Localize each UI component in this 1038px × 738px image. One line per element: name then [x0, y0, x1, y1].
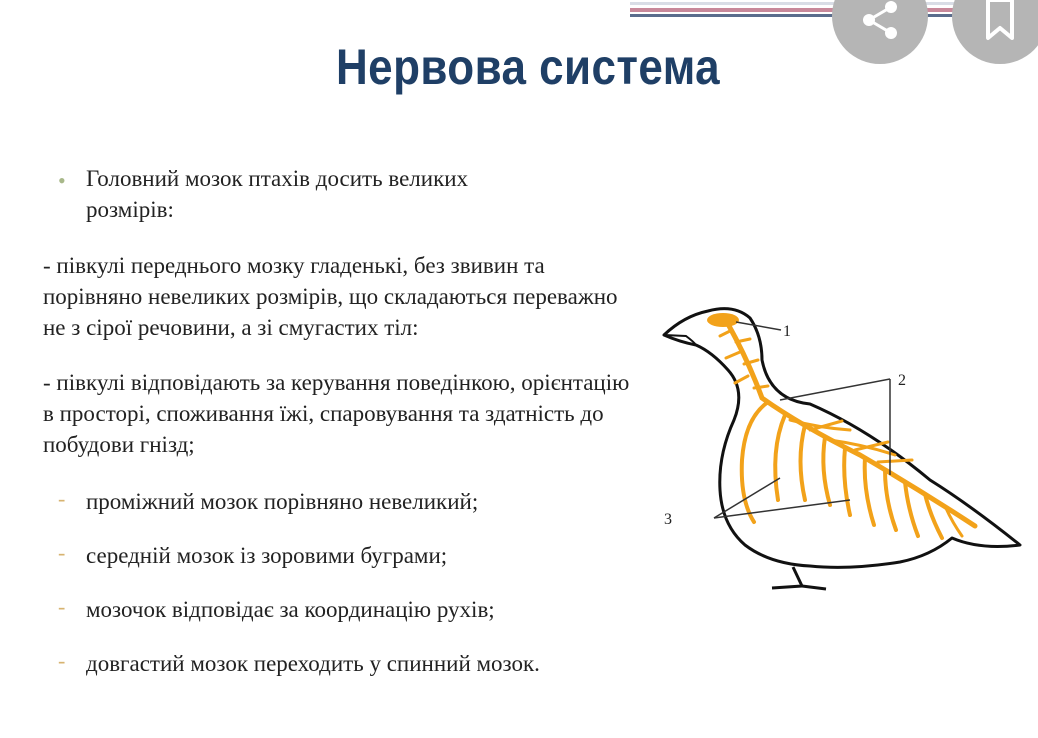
share-icon	[858, 0, 902, 42]
bullet-marker: •	[58, 168, 66, 193]
bird-nervous-system-diagram	[650, 290, 1030, 600]
sub-item-marker: -	[58, 486, 66, 511]
sub-item: довгастий мозок переходить у спинний мозок.	[86, 651, 540, 676]
diagram-label-2: 2	[898, 372, 906, 389]
sub-item-marker: -	[58, 648, 66, 673]
sub-item: мозочок відповідає за координацію рухів;	[86, 597, 495, 622]
diagram-label-1: 1	[783, 323, 791, 340]
bird-outline	[664, 309, 1020, 589]
sub-item: проміжний мозок порівняно невеликий;	[86, 489, 479, 514]
dash-item: - півкулі відповідають за керування поведінкою, орієнтацію в просторі, споживання їжі, спаровування та здатність до побудови гнізд;	[43, 370, 630, 457]
diagram-label-3: 3	[664, 511, 672, 528]
dash-item: - півкулі переднього мозку гладенькі, без звивин та порівняно невеликих розмірів, що складаються переважно не з сірої речовини, а зі смугастих тіл:	[43, 253, 618, 340]
bookmark-icon	[980, 0, 1020, 42]
slide-title: Нервова система	[335, 39, 721, 95]
main-bullet-text: Головний мозок птахів досить великих розмірів:	[86, 166, 469, 222]
sub-item-marker: -	[58, 594, 66, 619]
sub-item-marker: -	[58, 540, 66, 565]
sub-item: середній мозок із зоровими буграми;	[86, 543, 448, 568]
